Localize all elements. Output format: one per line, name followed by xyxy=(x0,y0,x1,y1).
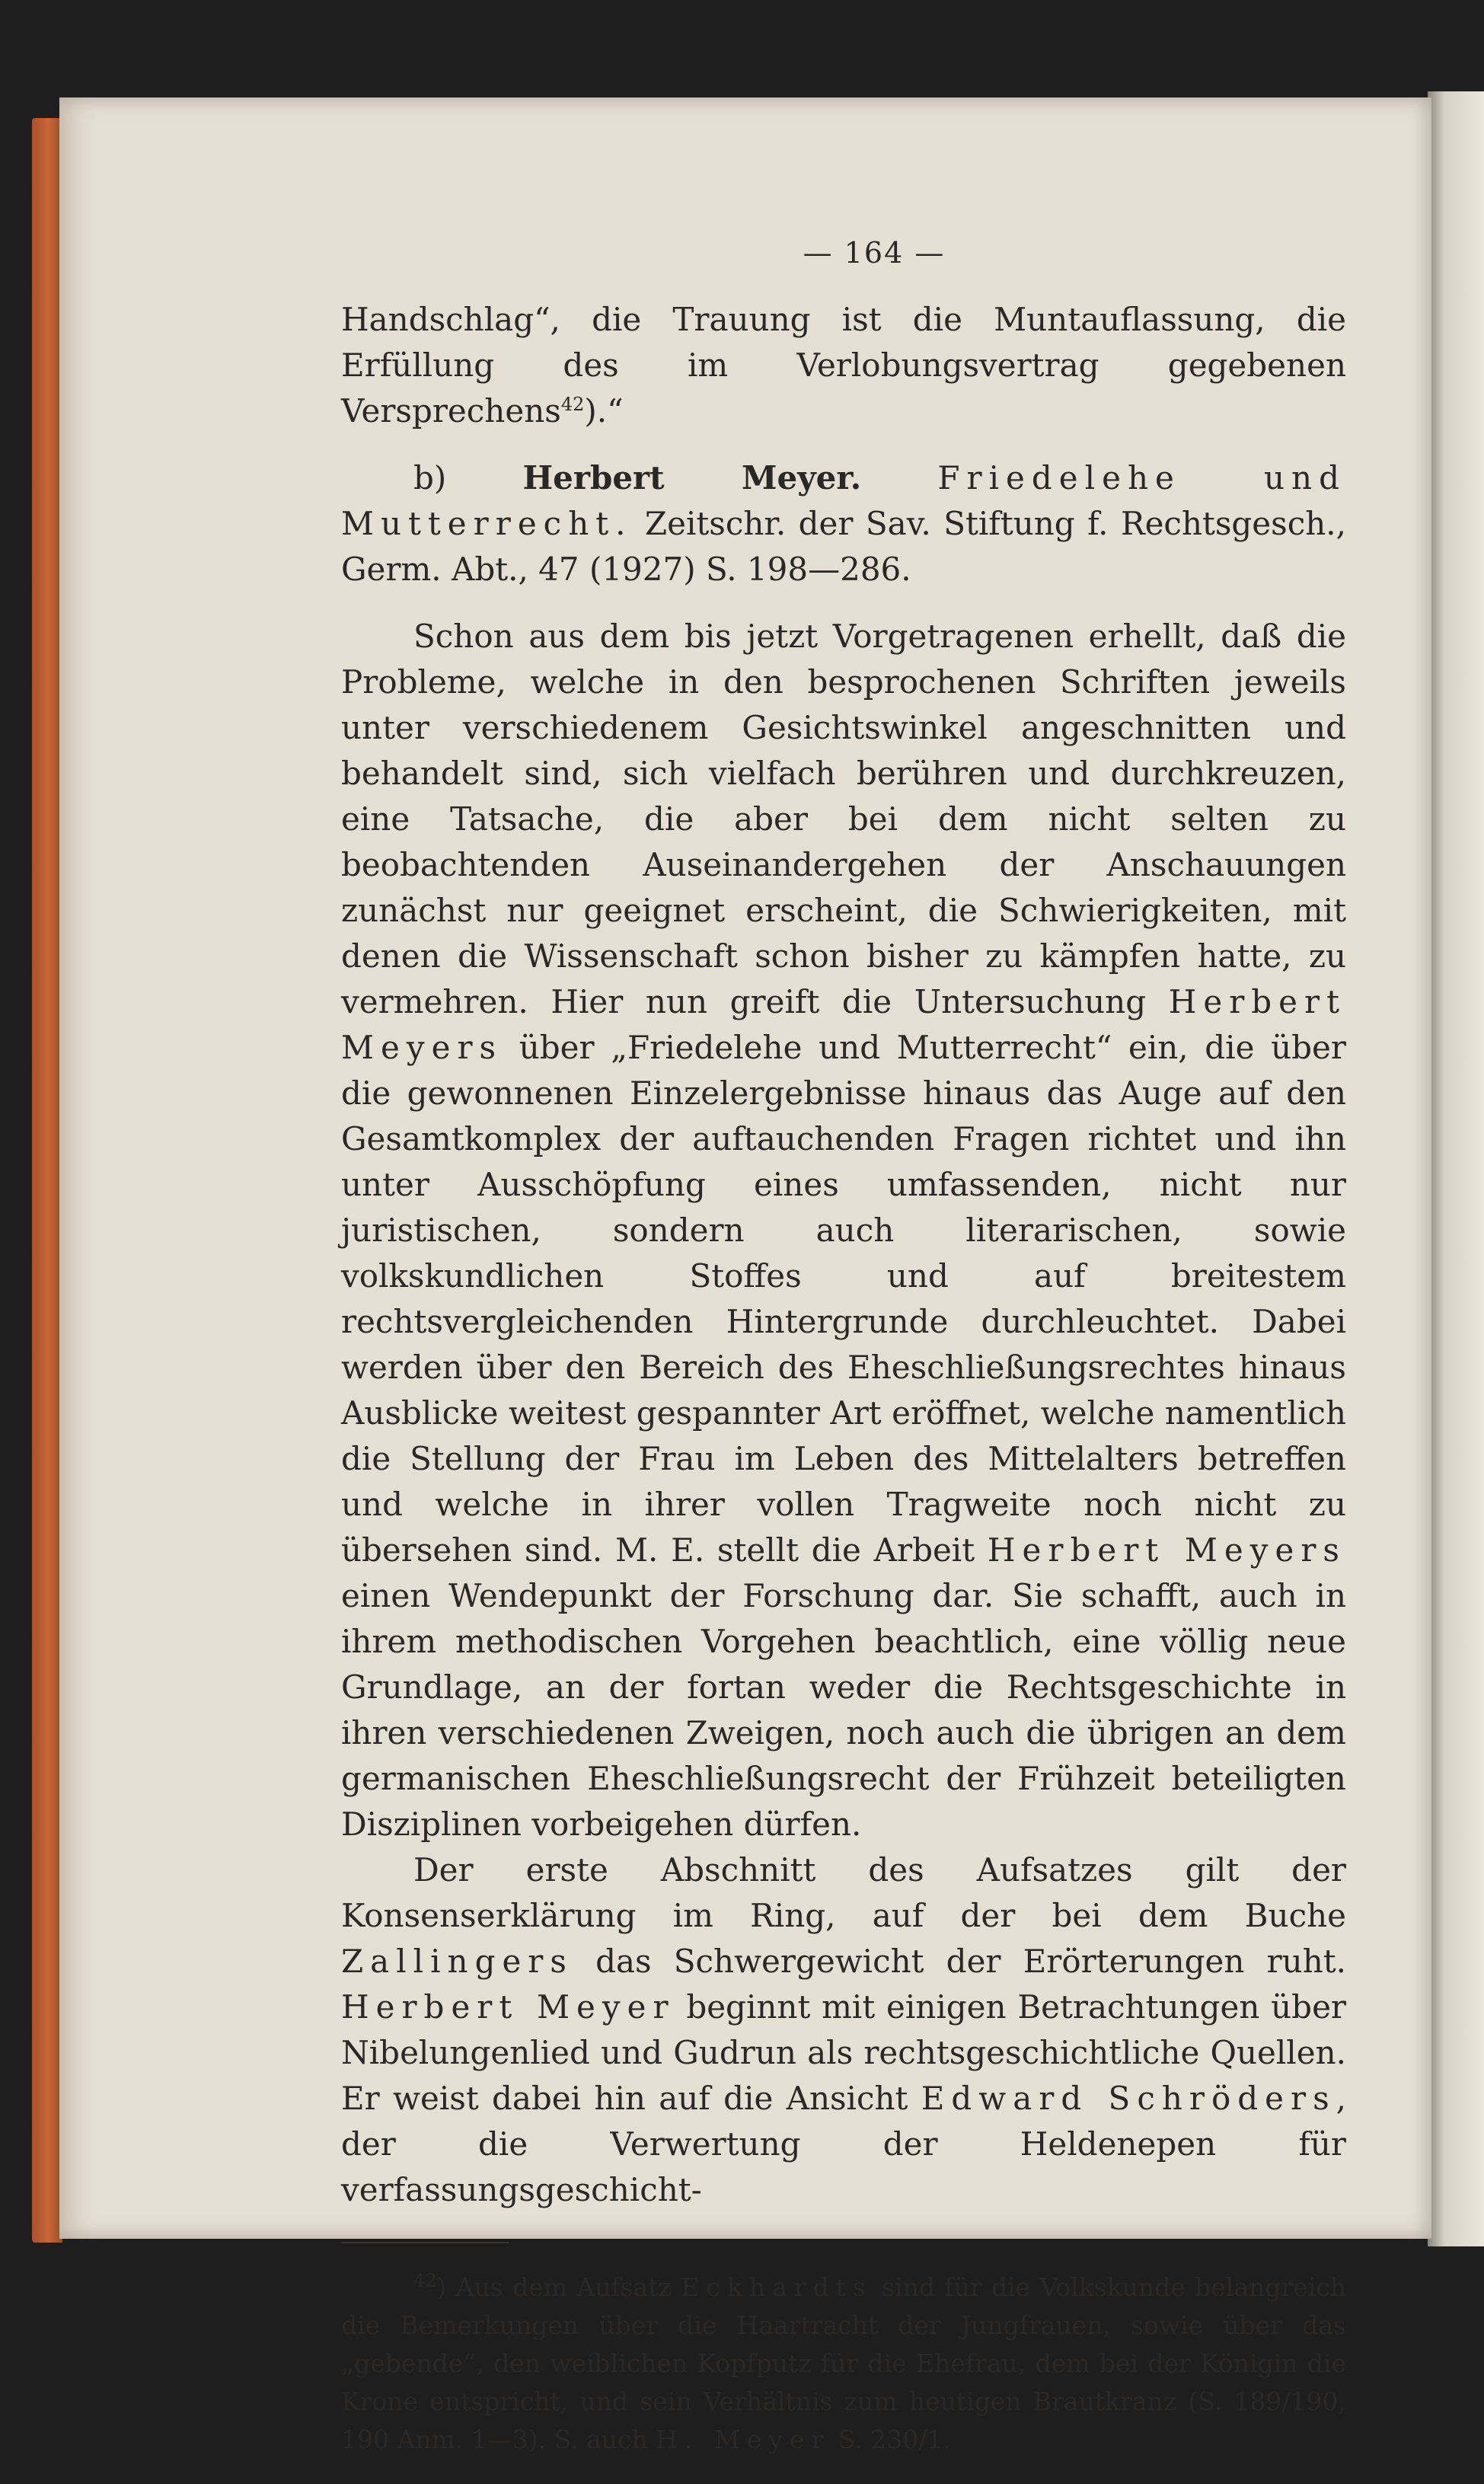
paragraph-text: Schon aus dem bis jetzt Vorgetragenen erhellt, daß die Probleme, welche in den besprochenen Schriften jeweils unter verschiedenem Gesichtswinkel angeschnitten und behandelt sind, sich vielfach berühren und durchkreuzen, eine Tatsache, die aber bei dem nicht selten zu beobachtenden Auseinandergehen der Anschauungen zunächst nur geeignet erscheint, die Schwierigkeiten, mit denen die Wissenschaft schon bisher zu kämpfen hatte, zu vermehren. Hier nun greift die Untersuchung xyxy=(341,618,1346,1020)
footnote xyxy=(341,2268,1346,2459)
paragraph-continuation xyxy=(341,297,1346,434)
paragraph-text-end: ).“ xyxy=(584,392,624,429)
citation-title: Friedelehe und Mutterrecht. xyxy=(341,459,1346,542)
citation-author: Herbert Meyer. xyxy=(522,459,862,496)
page-number: — 164 — xyxy=(803,236,946,270)
book-spine-edge xyxy=(32,118,62,2243)
paragraph-text: einen Wendepunkt der Forschung dar. Sie schafft, auch in ihrem methodischen Vorgehen beachtlich, eine völlig neue Grundlage, an der fortan weder die Rechtsgeschichte in ihren verschiedenen Zweigen, noch auch die übrigen an dem germanischen Eheschließungsrecht der Frühzeit beteiligten Disziplinen vorbeigehen dürfen. xyxy=(341,1577,1346,1843)
paragraph-citation xyxy=(341,455,1346,592)
paragraph-text: über „Friedelehe und Mutterrecht“ ein, die über die gewonnenen Einzelergebnisse hinaus das Auge auf den Gesamtkomplex der auftauchenden Fragen richtet und ihn unter Ausschöpfung eines umfassenden, nicht nur juristischen, sondern auch literarischen, sowie volkskundlichen Stoffes und auf breitestem rechtsvergleichenden Hintergrunde durchleuchtet. Dabei werden über den Bereich des Eheschließungsrechtes hinaus Ausblicke weitest gespannter Art eröffnet, welche namentlich die Stellung der Frau im Leben des Mittelalters betreffen und welche in ihrer vollen Tragweite noch nicht zu übersehen sind. M. E. stellt die Arbeit xyxy=(341,1029,1346,1569)
footnote-text: S. 230/1. xyxy=(838,2425,951,2454)
footnote-reference: 42 xyxy=(560,394,585,415)
author-name: Edward Schröders xyxy=(921,2080,1336,2117)
author-name: Eckhardts xyxy=(681,2272,873,2302)
author-name: Herbert Meyers xyxy=(987,1531,1346,1569)
author-name: Herbert Meyer xyxy=(341,1988,675,2026)
citation-source: Zeitschr. der Sav. Stiftung f. Rechtsgesch., Germ. Abt., 47 (1927) S. 198—286. xyxy=(341,505,1346,588)
paragraph-second xyxy=(341,1847,1346,2213)
page-content xyxy=(341,236,1346,2484)
footnote-divider xyxy=(341,2242,509,2243)
author-name: H. Meyer xyxy=(656,2425,831,2454)
footnote-text: sind für die Volkskunde belangreich die Bemerkungen über die Haartracht der Jungfrauen, sowie über das „gebende“, den weiblichen Kopfputz für die Ehefrau, dem bei der Königin die Krone entspricht, und sein Verhältnis zum heutigen Brautkranz (S. 189/190, 190 Anm. 1—3). S. auch xyxy=(341,2272,1346,2454)
footnote-text: ) Aus dem Aufsatz xyxy=(436,2272,672,2302)
paragraph-text: , der die Verwertung der Heldenepen für verfassungsgeschicht- xyxy=(341,2080,1346,2208)
paragraph-main xyxy=(341,614,1346,1847)
right-page-stack xyxy=(1428,91,1484,2246)
author-name: Herbert Meyers xyxy=(341,983,1346,1066)
paragraph-text: Handschlag“, die Trauung ist die Muntauflassung, die Erfüllung des im Verlobungsvertrag gegebenen Versprechens xyxy=(341,301,1346,429)
paragraph-text: das Schwergewicht der Erörterungen ruht. xyxy=(595,1943,1346,1980)
author-name: Zallingers xyxy=(341,1943,573,1980)
paragraph-text: beginnt mit einigen Betrachtungen über Nibelungenlied und Gudrun als rechtsgeschichtliche Quellen. Er weist dabei hin auf die Ansicht xyxy=(341,1988,1346,2117)
citation-label: b) xyxy=(413,459,447,496)
footnote-number: 42 xyxy=(413,2270,437,2291)
paragraph-text: Der erste Abschnitt des Aufsatzes gilt der Konsenserklärung im Ring, auf der bei dem Buche xyxy=(341,1851,1346,1934)
